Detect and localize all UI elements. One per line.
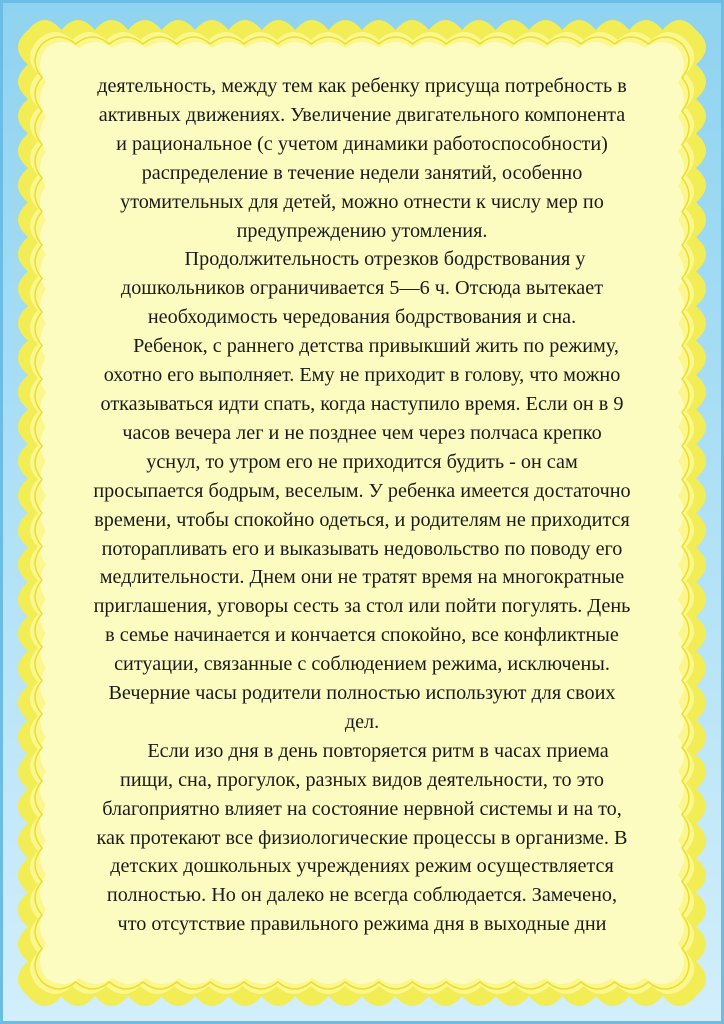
text-line: часов вечера лег и не позднее чем через полчаса крепко <box>122 421 602 444</box>
text-line: детских дошкольных учреждениях режим осуществляется <box>110 855 614 878</box>
text-line: уснул, то утром его не приходится будить - он сам <box>146 450 578 473</box>
text-line: Продолжительность отрезков бодрствования у <box>184 248 586 271</box>
text-line: поторапливать его и выказывать недовольство по поводу его <box>101 537 623 560</box>
text-line: охотно его выполняет. Ему не приходит в голову, что можно <box>103 364 621 387</box>
text-line: медлительности. Днем они не тратят время на многократные <box>99 566 625 589</box>
text-line: деятельность, между тем как ребенку присуща потребность в <box>97 75 627 97</box>
text-line: необходимость чередования бодрствования и сна. <box>147 306 577 329</box>
text-line: что отсутствие правильного режима дня в выходные дни <box>117 913 607 936</box>
text-line: приглашения, уговоры сесть за стол или пойти погулять. День <box>93 595 631 618</box>
text-line: активных движениях. Увеличение двигательного компонента <box>98 103 626 126</box>
text-line: как протекают все физиологические процессы в организме. В <box>96 826 628 849</box>
text-line: в семье начинается и кончается спокойно, все конфликтные <box>105 624 619 647</box>
text-line: Вечерние часы родители полностью используют для своих <box>108 682 616 705</box>
text-line: утомительных для детей, можно отнести к числу мер по <box>120 190 604 213</box>
text-line: предупреждению утомления. <box>236 219 488 242</box>
text-line: дошкольников ограничивается 5—6 ч. Отсюда вытекает <box>120 277 604 300</box>
text-line: полностью. Но он далеко не всегда соблюдается. Замечено, <box>106 884 618 907</box>
text-line: времени, чтобы спокойно одеться, и родителям не приходится <box>94 508 630 531</box>
text-line: пищи, сна, прогулок, разных видов деятельности, то это <box>120 768 604 791</box>
text-line: распределение в течение недели занятий, особенно <box>141 161 583 184</box>
text-line: и рациональное (с учетом динамики работоспособности) <box>116 132 608 155</box>
text-line: Если изо дня в день повторяется ритм в часах приема <box>147 739 609 762</box>
text-line: отказываться идти спать, когда наступило время. Если он в 9 <box>100 392 624 415</box>
text-line: Ребенок, с раннего детства привыкший жить по режиму, <box>133 335 619 358</box>
text-line: дел. <box>344 710 380 733</box>
text-line: ситуации, связанные с соблюдением режима, исключены. <box>114 653 610 676</box>
text-line: просыпается бодрым, веселым. У ребенка имеется достаточно <box>93 479 631 502</box>
text-line: благоприятно влияет на состояние нервной системы и на то, <box>102 797 622 820</box>
document-text <box>58 72 666 939</box>
